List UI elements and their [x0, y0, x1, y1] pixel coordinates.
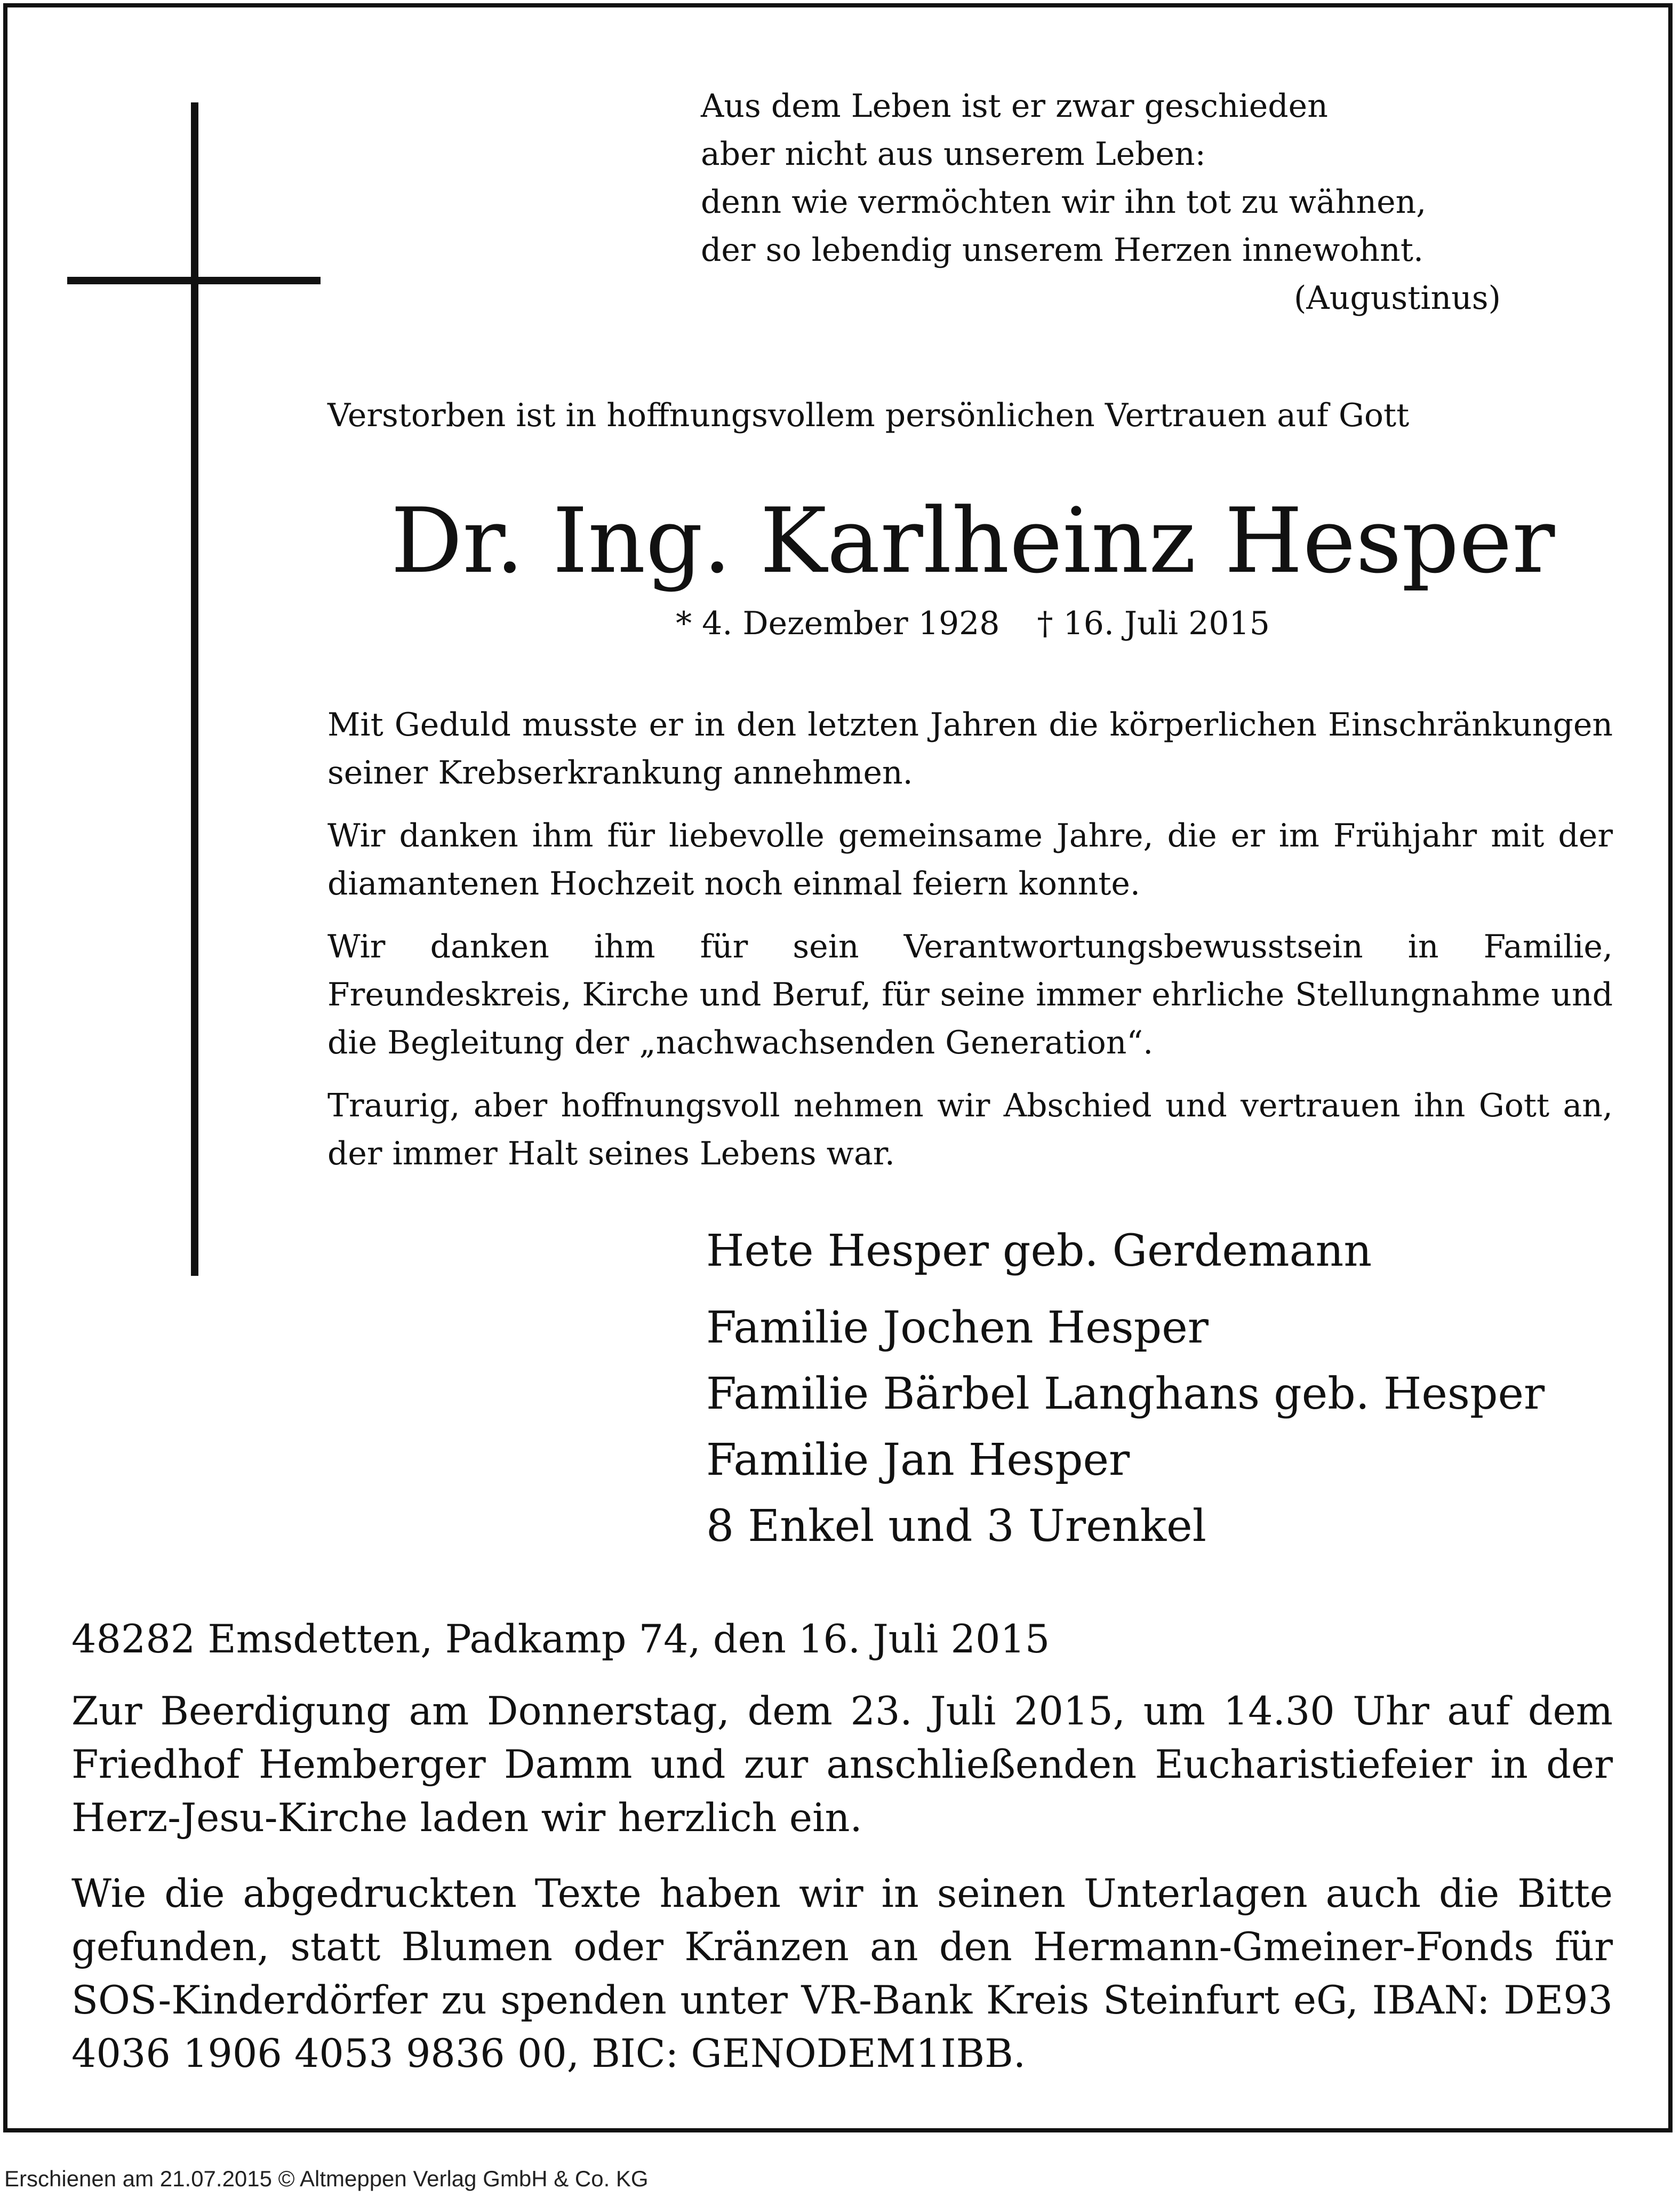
quote-line: denn wie vermöchten wir ihn tot zu wähnen,: [701, 183, 1427, 221]
obituary-frame: [3, 3, 1673, 2132]
donation-paragraph: Wie die abgedruckten Texte haben wir in seinen Unterlagen auch die Bitte gefunden, statt Blumen oder Kränzen an den Hermann-Gmeiner-Fonds für SOS-Kinderdörfer zu spenden unter VR-Bank Kreis Steinfurt eG, IBAN: DE93 4036 1906 4053 9836 00, BIC: GENODEM1IBB.: [71, 1871, 1613, 2076]
death-date: † 16. Juli 2015: [1037, 605, 1270, 642]
funeral-notice: [71, 1685, 1613, 2103]
intro-line: Verstorben ist in hoffnungsvollem persönlichen Vertrauen auf Gott: [327, 397, 1410, 434]
quote-line: Aus dem Leben ist er zwar geschieden: [701, 87, 1328, 125]
mourner-item: Familie Jochen Hesper: [706, 1303, 1209, 1353]
address-line: 48282 Emsdetten, Padkamp 74, den 16. Juli 2015: [71, 1617, 1050, 1662]
quote-line: aber nicht aus unserem Leben:: [701, 135, 1206, 173]
tribute-paragraph: Mit Geduld musste er in den letzten Jahren die körperlichen Einschränkungen seiner Krebserkrankung annehmen.: [327, 706, 1613, 792]
deceased-name: Dr. Ing. Karlheinz Hesper: [390, 489, 1555, 593]
publication-footer: Erschienen am 21.07.2015 © Altmeppen Verlag GmbH & Co. KG: [4, 2166, 649, 2191]
quote-block: [701, 82, 1501, 322]
mourners-list: [706, 1218, 1613, 1560]
life-dates: [327, 602, 1618, 645]
mourner-item: 8 Enkel und 3 Urenkel: [706, 1501, 1206, 1552]
tribute-paragraph: Wir danken ihm für liebevolle gemeinsame Jahre, die er im Frühjahr mit der diamantenen Hochzeit noch einmal feiern konnte.: [327, 817, 1613, 902]
mourner-item: Familie Bärbel Langhans geb. Hesper: [706, 1369, 1545, 1419]
funeral-paragraph: Zur Beerdigung am Donnerstag, dem 23. Juli 2015, um 14.30 Uhr auf dem Friedhof Hemberger Damm und zur anschließenden Eucharistiefeier in der Herz-Jesu-Kirche laden wir herzlich ein.: [71, 1689, 1613, 1841]
cross-horizontal-bar: [67, 277, 321, 284]
quote-line: der so lebendig unserem Herzen innewohnt.: [701, 231, 1424, 269]
quote-author: (Augustinus): [1293, 279, 1501, 317]
mourner-item: Familie Jan Hesper: [706, 1435, 1130, 1485]
tribute-paragraph: Traurig, aber hoffnungsvoll nehmen wir Abschied und vertrauen ihn Gott an, der immer Halt seines Lebens war.: [327, 1087, 1613, 1172]
birth-date: * 4. Dezember 1928: [676, 605, 1000, 642]
tribute-text: [327, 701, 1613, 1193]
mourner-item: Hete Hesper geb. Gerdemann: [706, 1226, 1372, 1276]
tribute-paragraph: Wir danken ihm für sein Verantwortungsbewusstsein in Familie, Freundeskreis, Kirche und Beruf, für seine immer ehrliche Stellungnahme und die Begleitung der „nachwachsenden Generation“.: [327, 928, 1613, 1061]
